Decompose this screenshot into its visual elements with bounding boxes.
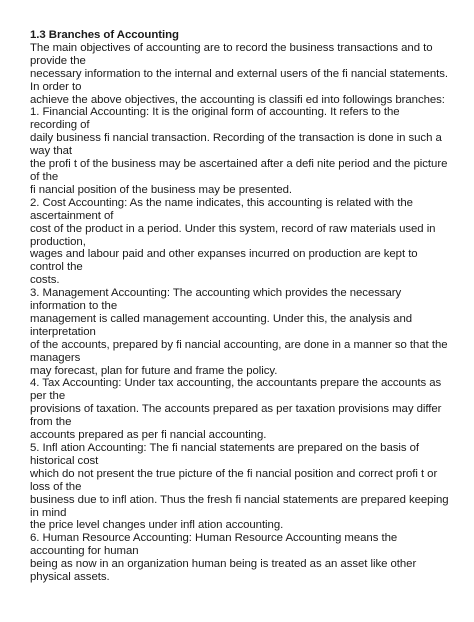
text-line: from the (30, 416, 72, 429)
text-line: which do not present the true picture of the fi nancial position and correct profi t or (30, 467, 438, 480)
section-heading: 1.3 Branches of Accounting (30, 29, 179, 41)
text-line: ascertainment of (30, 209, 114, 222)
text-line: recording of (30, 119, 90, 132)
text-line: 1. Financial Accounting: It is the original form of accounting. It refers to the (30, 106, 400, 119)
text-line: physical assets. (30, 571, 110, 584)
text-line: accounts prepared as per fi nancial accounting. (30, 429, 267, 442)
text-line: 2. Cost Accounting: As the name indicates, this accounting is related with the (30, 196, 413, 209)
text-line: the profi t of the business may be ascertained after a defi nite period and the picture (30, 158, 448, 171)
text-line: interpretation (30, 325, 96, 338)
text-line: of the (30, 170, 59, 183)
text-line: 4. Tax Accounting: Under tax accounting, the accountants prepare the accounts as (30, 377, 442, 390)
text-line: daily business fi nancial transaction. Recording of the transaction is done in such a (30, 132, 442, 145)
text-line: fi nancial position of the business may be presented. (30, 183, 293, 196)
text-line: the price level changes under infl ation accounting. (30, 519, 284, 532)
text-line: In order to (30, 80, 82, 93)
text-line: 6. Human Resource Accounting: Human Resource Accounting means the (30, 532, 398, 545)
text-line: costs. (30, 274, 60, 287)
text-line: of the accounts, prepared by fi nancial accounting, are done in a manner so that the (30, 338, 448, 351)
text-line: control the (30, 261, 83, 274)
text-line: way that (30, 145, 73, 158)
text-line: 3. Management Accounting: The accounting which provides the necessary (30, 287, 402, 300)
text-line: accounting for human (30, 545, 139, 558)
text-line: wages and labour paid and other expanses incurred on production are kept to (30, 248, 418, 261)
text-line: information to the (30, 300, 118, 313)
text-line: production, (30, 235, 86, 248)
text-line: necessary information to the internal and external users of the fi nancial statements. (30, 67, 449, 80)
text-line: The main objectives of accounting are to record the business transactions and to (30, 41, 433, 54)
text-line: managers (30, 351, 81, 364)
text-line: management is called management accounting. Under this, the analysis and (30, 312, 413, 325)
text-line: in mind (30, 506, 67, 519)
text-line: business due to infl ation. Thus the fresh fi nancial statements are prepared keeping (30, 493, 449, 506)
text-line: provisions of taxation. The accounts prepared as per taxation provisions may differ (30, 403, 442, 416)
text-line: may forecast, plan for future and frame the policy. (30, 364, 278, 377)
text-line: historical cost (30, 454, 99, 467)
document-page (30, 29, 450, 584)
text-line: per the (30, 390, 66, 403)
text-line: loss of the (30, 480, 82, 493)
text-line: provide the (30, 54, 86, 67)
text-line: being as now in an organization human being is treated as an asset like other (30, 558, 417, 571)
text-line: 5. Infl ation Accounting: The fi nancial statements are prepared on the basis of (30, 442, 420, 454)
text-line: cost of the product in a period. Under this system, record of raw materials used in (30, 222, 436, 235)
text-line: achieve the above objectives, the accounting is classifi ed into followings branches: (30, 93, 445, 106)
